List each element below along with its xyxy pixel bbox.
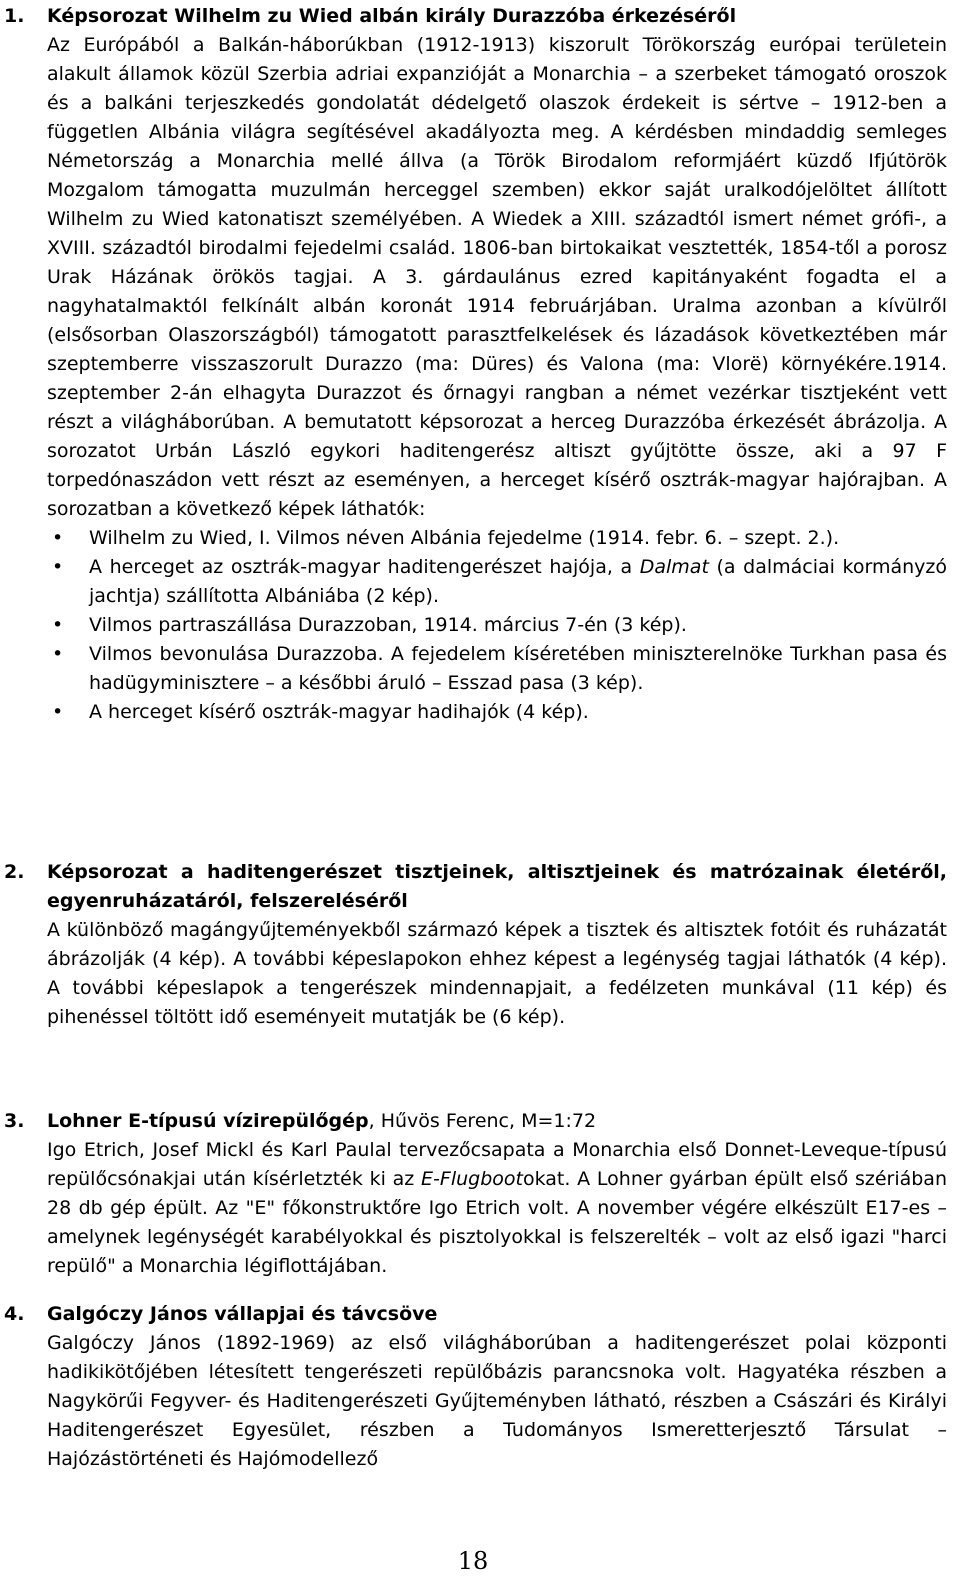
section-title-suffix: , Hűvös Ferenc, M=1:72 bbox=[368, 1110, 597, 1132]
section-title-line bbox=[47, 1107, 947, 1136]
section-number: 2. bbox=[4, 861, 25, 883]
section-body: Galgóczy János (1892-1969) az első világháborúban a haditengerészet polai központi hadikikötőjében létesített tengerészeti repülőbázis parancsnoka volt. Hagyatéka részben a Nagykörűi Fegyver- és Haditengerészeti Gyűjteményben látható, részben a Császári és Királyi Haditengerészet Egyesület, részben a Tudományos Ismeretterjesztő Társulat – Hajózástörténeti és Hajómodellező bbox=[47, 1332, 947, 1470]
list-item bbox=[47, 698, 947, 727]
ship-name: Dalmat bbox=[639, 556, 709, 578]
bullet-icon: • bbox=[52, 614, 64, 636]
section-content bbox=[47, 2, 947, 727]
section-title: Lohner E-típusú vízirepülőgép bbox=[47, 1110, 369, 1132]
section-content bbox=[47, 1107, 947, 1281]
section-body: Az Európából a Balkán-háborúkban (1912-1913) kiszorult Törökország európai területein alakult államok közül Szerbia adriai expanzióját a Monarchia – a szerbeket támogató oroszok és a balkáni terjeszkedés gondolatát dédelgető olaszok érdekeit is sértve – 1912-ben a független Albánia világra segítésével akadályozta meg. A kérdésben mindaddig semleges Németország a Monarchia mellé állva (a Török Birodalom reformjáért küzdő Ifjútörök Mozgalom támogatta muzulmán herceggel szemben) ekkor saját uralkodójelöltet állított Wilhelm zu Wied katonatiszt személyében. A Wiedek a XIII. századtól ismert német grófi-, a XVIII. századtól birodalmi fejedelmi család. 1806-ban birtokaikat vesztették, 1854-től a porosz Urak Házának örökös tagjai. A 3. gárdaulánus ezred kapitányaként fogadta el a nagyhatalmaktól felkínált albán koronát 1914 februárjában. Uralma azonban a kívülről (elsősorban Olaszországból) támogatott parasztfelkelések és lázadások következtében már szeptemberre visszaszorult Durazzo (ma: Düres) és Valona (ma: Vlorë) környékére.1914. szeptember 2-án elhagyta Durazzot és őrnagyi rangban a német vezérkar tisztjeként vett részt a világháborúban. A bemutatott képsorozat a herceg Durazzóba érkezését ábrázolja. A sorozatot Urbán László egykori haditengerész altiszt gyűjtötte össze, aki a 97 F torpedónaszádon vett részt az eseményen, a herceget kísérő osztrák-magyar hajórajban. A sorozatban a következő képek láthatók: bbox=[47, 34, 947, 520]
section-number: 4. bbox=[4, 1303, 25, 1325]
bullet-icon: • bbox=[52, 701, 64, 723]
list-item-text: Wilhelm zu Wied, I. Vilmos néven Albánia fejedelme (1914. febr. 6. – szept. 2.). bbox=[89, 527, 840, 549]
list-item bbox=[47, 640, 947, 698]
list-item-text: A herceget az osztrák-magyar haditengerészet hajója, a bbox=[89, 556, 640, 578]
list-item bbox=[47, 524, 947, 553]
bullet-icon: • bbox=[52, 556, 64, 578]
body-text: Igo Etrich, Josef Mickl és Karl Paulal tervezőcsapata a Monarchia első Donnet-Leveque-típusú repülőcsónakjai után kísérletzték ki az bbox=[47, 1139, 947, 1190]
list-item-text: (a dalmáciai kormányzó jachtja) szállította Albániába (2 kép). bbox=[89, 556, 948, 607]
list-item bbox=[47, 611, 947, 640]
section-body bbox=[47, 1136, 947, 1281]
section-content bbox=[47, 1300, 947, 1474]
page-number: 18 bbox=[457, 1547, 489, 1575]
list-item-text: A herceget kísérő osztrák-magyar hadihajók (4 kép). bbox=[89, 701, 589, 723]
bullet-list bbox=[47, 524, 947, 727]
body-italic-term: E-Flugboot bbox=[421, 1168, 523, 1190]
section-body: A különböző magángyűjteményekből származó képek a tisztek és altisztek fotóit és ruházatát ábrázolják (4 kép). A további képeslapokon ehhez képest a legénység tagjai láthatók (4 kép). A további képeslapok a tengerészek mindennapjait, a fedélzeten munkával (11 kép) és pihenéssel töltött idő eseményeit mutatják be (6 kép). bbox=[47, 919, 947, 1028]
bullet-icon: • bbox=[52, 527, 64, 549]
section-content bbox=[47, 858, 947, 1032]
section-title: Galgóczy János vállapjai és távcsöve bbox=[47, 1303, 438, 1325]
list-item bbox=[47, 553, 947, 611]
list-item-text: Vilmos bevonulása Durazzoba. A fejedelem kíséretében miniszterelnöke Turkhan pasa és hadügyminisztere – a későbbi áruló – Esszad pasa (3 kép). bbox=[89, 643, 947, 694]
section-number: 1. bbox=[4, 5, 25, 27]
section-title: Képsorozat Wilhelm zu Wied albán király Durazzóba érkezéséről bbox=[47, 5, 737, 27]
section-title: Képsorozat a haditengerészet tisztjeinek, altisztjeinek és matrózainak életéről, egyenruházatáról, felszereléséről bbox=[47, 861, 947, 912]
bullet-icon: • bbox=[52, 643, 64, 665]
section-number: 3. bbox=[4, 1110, 25, 1132]
list-item-text: Vilmos partraszállása Durazzoban, 1914. március 7-én (3 kép). bbox=[89, 614, 687, 636]
body-text: okat. A Lohner gyárban épült első szériában 28 db gép épült. Az "E" főkonstruktőre Igo Etrich volt. A november végére elkészült E17-es – amelynek legénységét karabélyokkal és pisztolyokkal is felszerelték – volt az első igazi "harci repülő" a Monarchia légiflottájában. bbox=[47, 1168, 947, 1277]
